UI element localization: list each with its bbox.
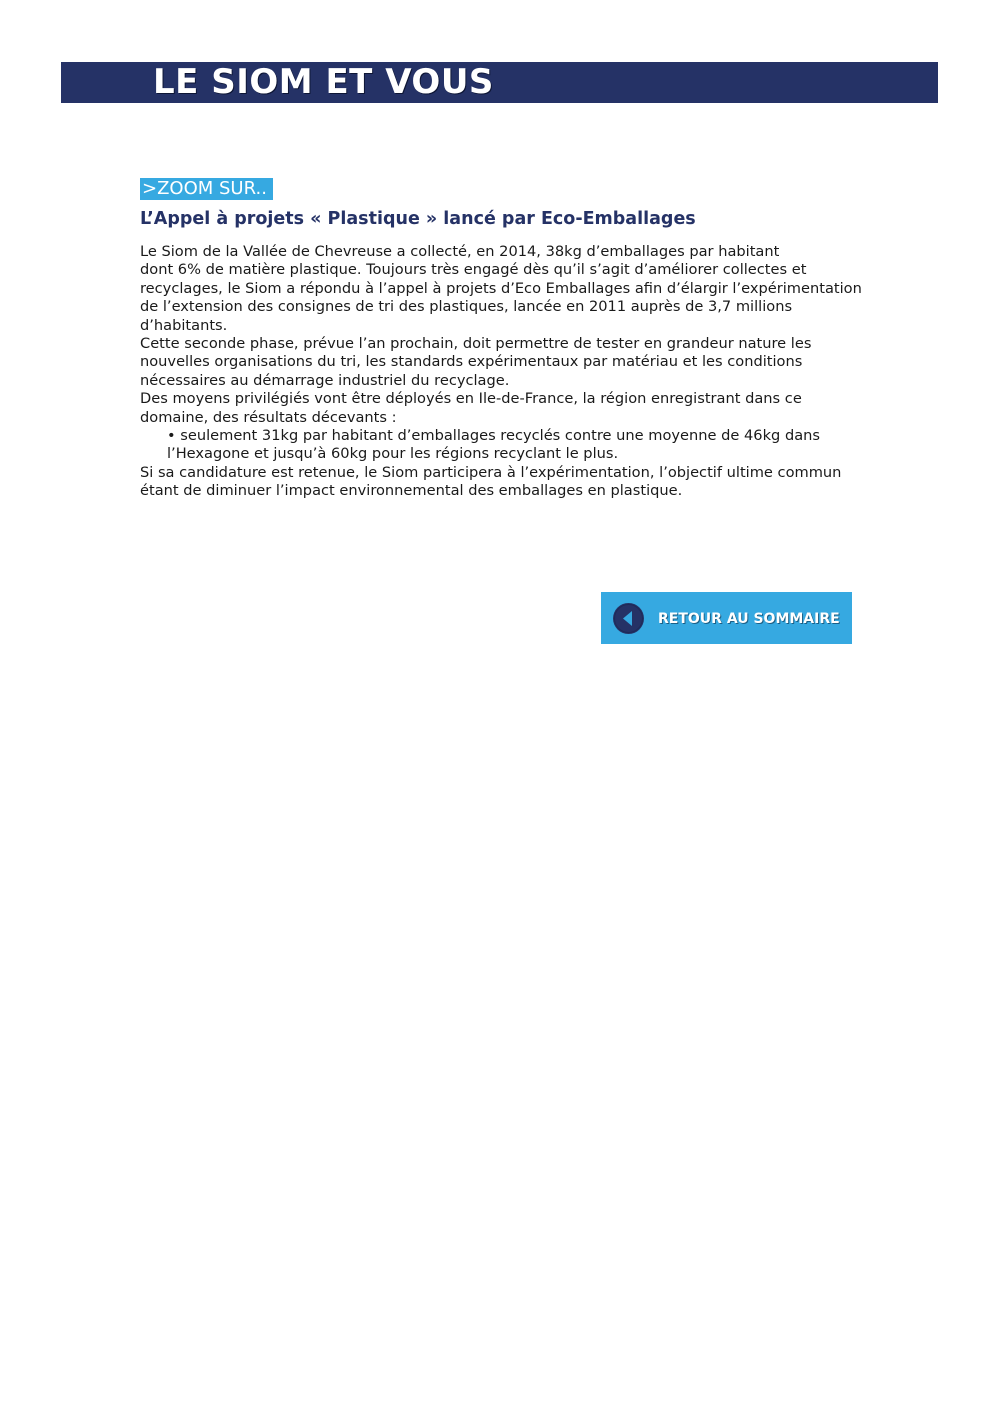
section-tag: >ZOOM SUR.. <box>140 178 273 200</box>
back-to-contents-button[interactable] <box>601 592 852 644</box>
bullet-item: • seulement 31kg par habitant d’emballages recyclés contre une moyenne de 46kg dans <box>167 427 821 445</box>
article-line: nouvelles organisations du tri, les standards expérimentaux par matériau et les conditions <box>140 353 803 371</box>
article-body <box>140 243 860 501</box>
bullet-item-continuation: l’Hexagone et jusqu’à 60kg pour les régions recyclant le plus. <box>167 445 619 463</box>
article-line: domaine, des résultats décevants : <box>140 408 397 426</box>
article-title: L’Appel à projets « Plastique » lancé par Eco-Emballages <box>140 209 696 229</box>
article-line: Si sa candidature est retenue, le Siom participera à l’expérimentation, l’objectif ultime commun <box>140 463 842 481</box>
article-line: dont 6% de matière plastique. Toujours très engagé dès qu’il s’agit d’améliorer collectes et <box>140 261 807 279</box>
page-header <box>61 62 938 103</box>
chevron-left-icon <box>613 603 644 634</box>
article-line: Des moyens privilégiés vont être déployés en Ile-de-France, la région enregistrant dans ce <box>140 390 802 408</box>
page-title: LE SIOM ET VOUS <box>153 62 494 102</box>
article-line: nécessaires au démarrage industriel du recyclage. <box>140 371 510 389</box>
back-button-label: RETOUR AU SOMMAIRE <box>658 611 840 627</box>
article-line: Cette seconde phase, prévue l’an prochain, doit permettre de tester en grandeur nature les <box>140 335 812 353</box>
article-line: de l’extension des consignes de tri des plastiques, lancée en 2011 auprès de 3,7 millions <box>140 298 793 316</box>
article-line: d’habitants. <box>140 316 228 334</box>
article-line: étant de diminuer l’impact environnemental des emballages en plastique. <box>140 482 683 500</box>
article-line: recyclages, le Siom a répondu à l’appel à projets d’Eco Emballages afin d’élargir l’expérimentation <box>140 279 862 297</box>
article-line: Le Siom de la Vallée de Chevreuse a collecté, en 2014, 38kg d’emballages par habitant <box>140 243 780 260</box>
